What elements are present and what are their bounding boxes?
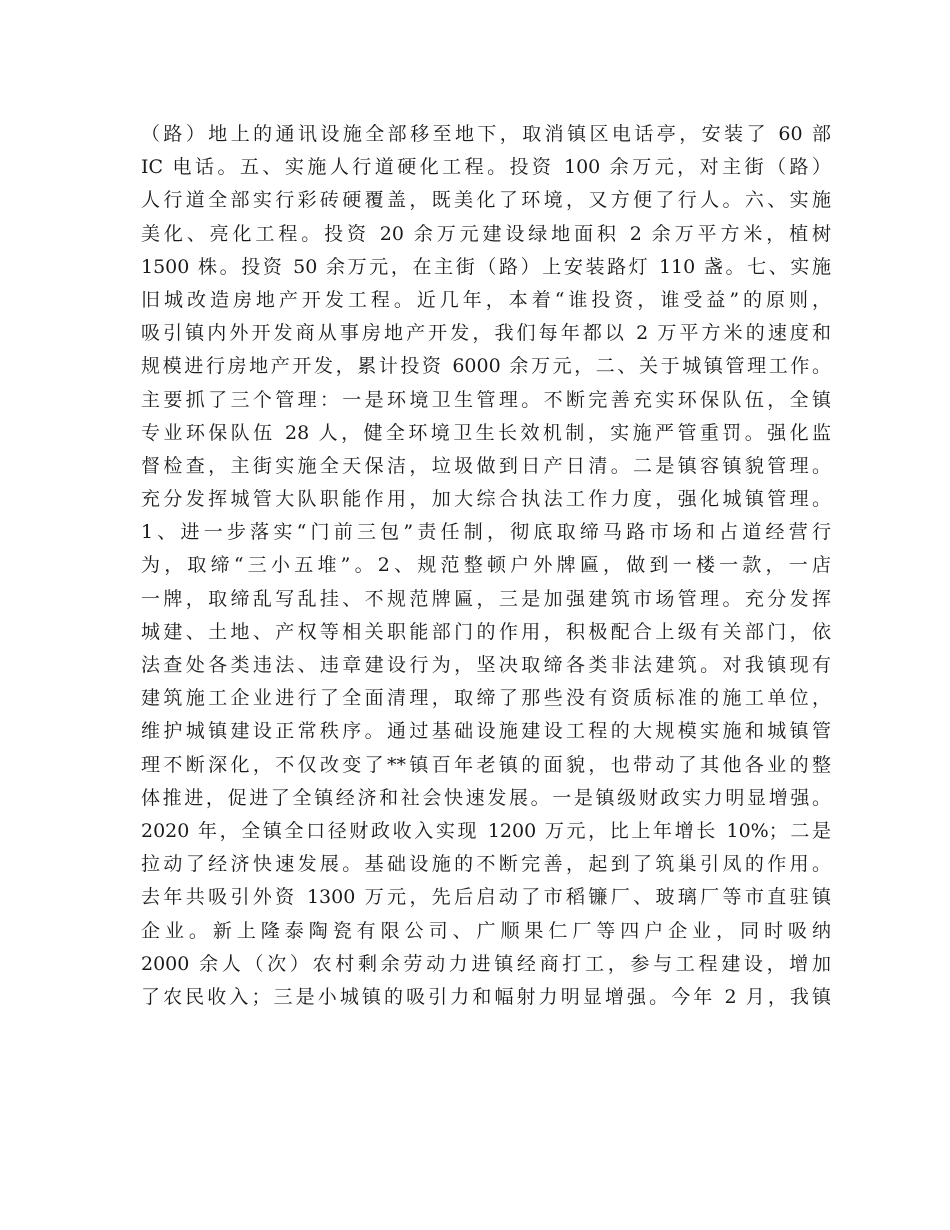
text-line: 1500 株。投资 50 余万元，在主街（路）上安装路灯 110 盏。七、实施 bbox=[141, 255, 831, 278]
text-line: 人行道全部实行彩砖硬覆盖，既美化了环境，又方便了行人。六、实施 bbox=[141, 189, 831, 212]
text-line: 建筑施工企业进行了全面清理，取缔了那些没有资质标准的施工单位， bbox=[141, 687, 831, 710]
text-line: 法查处各类违法、违章建设行为，坚决取缔各类非法建筑。对我镇现有 bbox=[141, 654, 831, 676]
text-line: 体推进，促进了全镇经济和社会快速发展。一是镇级财政实力明显增强。 bbox=[141, 786, 831, 809]
text-line: 拉动了经济快速发展。基础设施的不断完善，起到了筑巢引凤的作用。 bbox=[141, 853, 831, 876]
text-line: 旧城改造房地产开发工程。近几年，本着“谁投资，谁受益”的原则， bbox=[141, 288, 831, 311]
text-line: （路）地上的通讯设施全部移至地下，取消镇区电话亭，安装了 60 部 bbox=[141, 123, 831, 145]
text-line: 企业。新上隆泰陶瓷有限公司、广顺果仁厂等四户企业，同时吸纳 bbox=[141, 919, 831, 942]
text-line: 维护城镇建设正常秩序。通过基础设施建设工程的大规模实施和城镇管 bbox=[141, 720, 831, 743]
text-line: 去年共吸引外资 1300 万元，先后启动了市稻镰厂、玻璃厂等市直驻镇 bbox=[141, 886, 831, 909]
text-line: 2000 余人（次）农村剩余劳动力进镇经商打工，参与工程建设，增加 bbox=[141, 952, 831, 975]
text-line: 充分发挥城管大队职能作用，加大综合执法工作力度，强化城镇管理。 bbox=[141, 488, 831, 511]
text-line: 了农民收入；三是小城镇的吸引力和幅射力明显增强。今年 2 月，我镇 bbox=[141, 985, 831, 1008]
body-text bbox=[141, 118, 831, 1014]
text-line: 为，取缔“三小五堆”。2、规范整顿户外牌匾，做到一楼一款，一店 bbox=[141, 554, 831, 577]
text-line: 主要抓了三个管理：一是环境卫生管理。不断完善充实环保队伍，全镇 bbox=[141, 388, 831, 411]
text-line: 规模进行房地产开发，累计投资 6000 余万元，二、关于城镇管理工作。 bbox=[141, 355, 831, 378]
text-line: 吸引镇内外开发商从事房地产开发，我们每年都以 2 万平方米的速度和 bbox=[141, 322, 831, 345]
text-line: 2020 年，全镇全口径财政收入实现 1200 万元，比上年增长 10%；二是 bbox=[141, 819, 831, 842]
text-line: 专业环保队伍 28 人，健全环境卫生长效机制，实施严管重罚。强化监 bbox=[141, 421, 831, 444]
text-line: 美化、亮化工程。投资 20 余万元建设绿地面积 2 余万平方米，植树 bbox=[141, 222, 831, 245]
text-line: 督检查，主街实施全天保洁，垃圾做到日产日清。二是镇容镇貌管理。 bbox=[141, 454, 831, 477]
text-line: 1、进一步落实“门前三包”责任制，彻底取缔马路市场和占道经营行 bbox=[141, 521, 831, 544]
text-line: IC 电话。五、实施人行道硬化工程。投资 100 余万元，对主街（路） bbox=[141, 156, 831, 179]
text-line: 一牌，取缔乱写乱挂、不规范牌匾，三是加强建筑市场管理。充分发挥 bbox=[141, 587, 831, 610]
text-line: 理不断深化，不仅改变了**镇百年老镇的面貌，也带动了其他各业的整 bbox=[141, 753, 831, 776]
text-line: 城建、土地、产权等相关职能部门的作用，积极配合上级有关部门，依 bbox=[141, 620, 831, 643]
